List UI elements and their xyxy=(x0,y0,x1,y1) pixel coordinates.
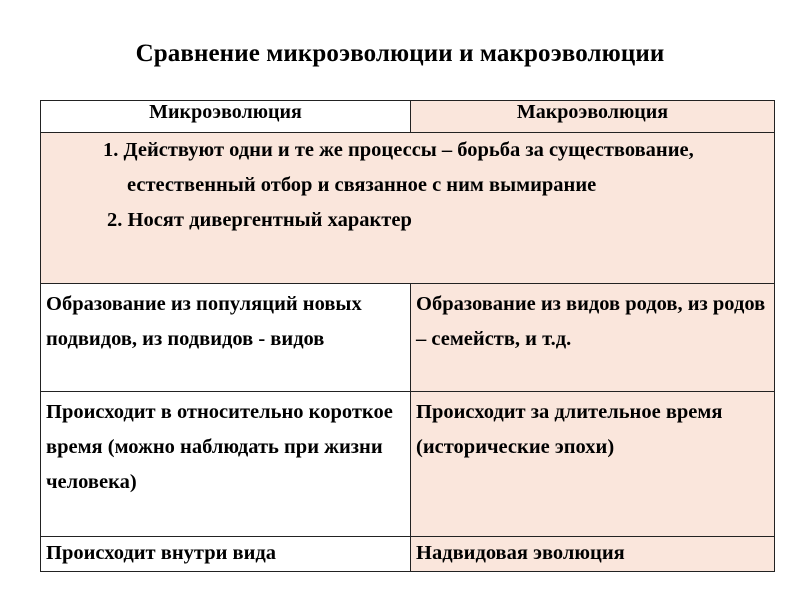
common-features-list xyxy=(41,133,774,238)
macro-cell: Образование из видов родов, из родов – семейств, и т.д. xyxy=(411,284,775,392)
list-number: 1. xyxy=(103,139,119,161)
macro-cell: Происходит за длительное время (исторические эпохи) xyxy=(411,392,775,537)
page-title: Сравнение микроэволюции и макроэволюции xyxy=(135,40,665,67)
common-feature-2 xyxy=(41,203,774,238)
common-features-cell xyxy=(41,133,775,284)
list-number: 2. xyxy=(107,209,123,231)
list-text: Действуют одни и те же процессы – борьба за существование, естественный отбор и связанное с ним вымирание xyxy=(123,139,694,196)
common-features-row xyxy=(41,133,775,284)
macro-cell: Надвидовая эволюция xyxy=(411,537,775,572)
micro-cell: Происходит внутри вида xyxy=(41,537,411,572)
comparison-table xyxy=(40,100,775,572)
micro-cell: Происходит в относительно короткое время (можно наблюдать при жизни человека) xyxy=(41,392,411,537)
list-text: Носят дивергентный характер xyxy=(127,209,412,231)
table-row xyxy=(41,392,775,537)
table-header-row xyxy=(41,101,775,133)
table-row xyxy=(41,537,775,572)
common-feature-1 xyxy=(41,133,774,203)
micro-cell: Образование из популяций новых подвидов, из подвидов - видов xyxy=(41,284,411,392)
table-row xyxy=(41,284,775,392)
header-macro: Макроэволюция xyxy=(411,101,775,133)
header-micro: Микроэволюция xyxy=(41,101,411,133)
